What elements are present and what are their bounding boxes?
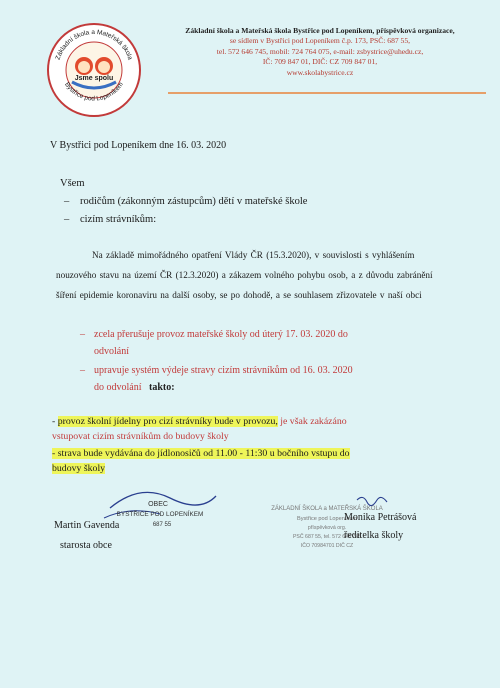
signature-left-name: Martin Gavenda (54, 520, 120, 531)
stamp-left-line1: OBEC (148, 501, 168, 508)
school-logo (46, 22, 142, 118)
letterhead-line1: Základní škola a Mateřská škola Bystřice pod Lopeníkem, příspěvková organizace, (185, 26, 455, 35)
letterhead-rule (168, 92, 486, 94)
recipient-item: – cizím strávníkům: (64, 214, 157, 225)
letterhead (150, 26, 490, 78)
date-line: V Bystřici pod Lopeníkem dne 16. 03. 2020 (50, 140, 227, 151)
logo-arc-text: Základní škola a Mateřská škola (54, 28, 134, 61)
stamp-right-line4: PSČ 687 55, tel. 572 646 745 (292, 534, 362, 540)
signature-right-name: Monika Petrášová (344, 512, 417, 523)
bullet-item: – zcela přerušuje provoz mateřské školy od úterý 17. 03. 2020 do odvolání (80, 329, 348, 357)
letterhead-line5: www.skolabystrice.cz (286, 67, 354, 77)
signature-left-role: starosta obce (60, 540, 112, 551)
recipient-item: – rodičům (zákonným zástupcům) dětí v mateřské škole (64, 196, 308, 207)
logo-bottom-text: Bystřice pod Lopeníkem (63, 81, 125, 103)
logo-center-text: Jsme spolu (74, 75, 114, 82)
letterhead-line2: se sídlem v Bystřici pod Lopeníkem č.p. 173, PSČ: 687 55, (229, 36, 411, 46)
note-item: - strava bude vydávána do jídlonosičů od 11.00 - 11:30 u bočního vstupu do budovy školy (52, 448, 350, 474)
letterhead-line3: tel. 572 646 745, mobil: 724 764 075, e-mail: zsbystrice@uhedu.cz, (216, 46, 424, 56)
note-item: - provoz školní jídelny pro cizí strávníky bude v provozu, je však zakázáno vstupovat cizím strávníkům do budovy školy (52, 416, 347, 442)
stamp-right-line2: Bystřice pod Lopeníkem (296, 516, 358, 522)
stamp-right-line3: příspěvková org. (307, 525, 347, 531)
stamp-left-line2: BYSTŘICE POD LOPENÍKEM (116, 511, 204, 518)
municipal-stamp (100, 478, 220, 548)
stamp-left-line3: 687 55 (152, 522, 172, 528)
letterhead-line4: IČ: 709 847 01, DIČ: CZ 709 847 01, (262, 57, 378, 67)
signature-right-role: ředitelka školy (344, 530, 404, 541)
greeting: Všem (60, 178, 85, 189)
bullet-item: – upravuje systém výdeje stravy cizím strávníkům od 16. 03. 2020 do odvolání takto: (80, 365, 353, 393)
body-paragraph: Na základě mimořádného opatření Vlády ČR (15.3.2020), v souvislosti s vyhlášením nouzového stavu na území ČR (12.3.2020) a zákazem volného pohybu osob, a z důvodu zabránění šíření epidemie koronaviru na další osoby, se po dohodě, a se souhlasem zřizovatele v naší obci (56, 250, 433, 300)
stamp-right-line1: ZÁKLADNÍ ŠKOLA a MATEŘSKÁ ŠKOLA (271, 506, 383, 512)
stamp-right-line5: IČO 70984701 DIČ CZ (300, 543, 354, 549)
